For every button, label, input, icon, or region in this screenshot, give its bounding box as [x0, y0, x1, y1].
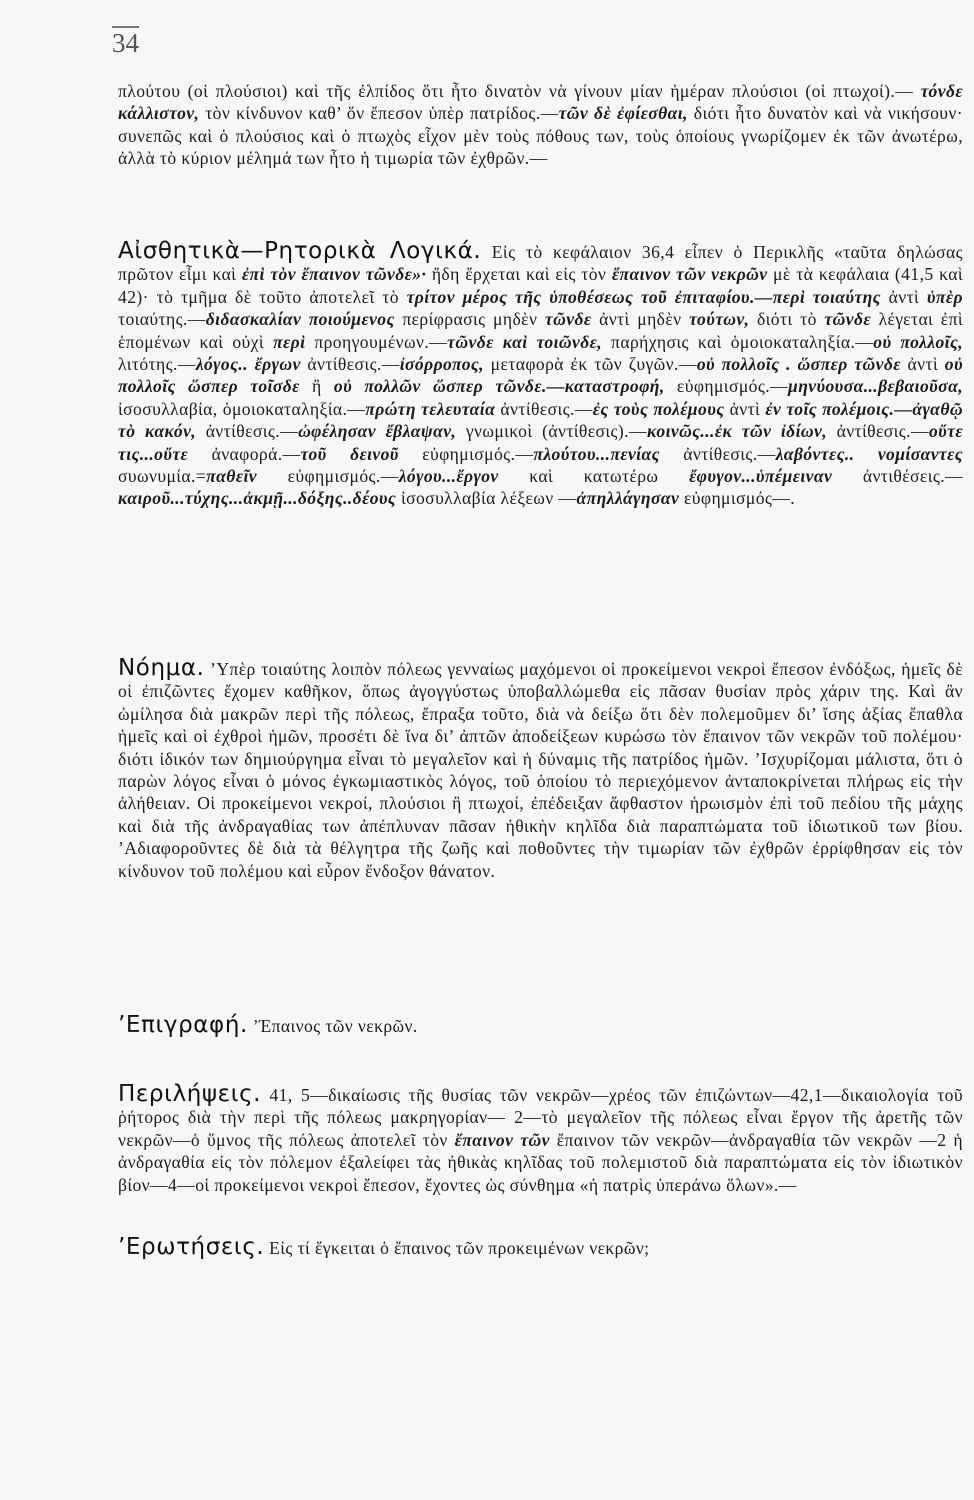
text-run: παρήχησις καὶ ὁμοιοκαταληξία.—: [602, 331, 874, 352]
page-number: 34: [112, 28, 139, 58]
emphasis-run: ἐς τοὺς πολέμους: [592, 398, 725, 419]
emphasis-run: ἰσόρροπος,: [399, 354, 484, 375]
emphasis-run: τῶν δὲ ἐφίεσθαι,: [558, 103, 688, 124]
epigraphe-section: [118, 1014, 963, 1037]
emphasis-run: τῶνδε: [544, 309, 592, 330]
noema-section: [118, 657, 963, 882]
text-run: εὐφημισμός.—: [664, 376, 789, 397]
emphasis-run: ἐπὶ τὸν ἔπαινον τῶνδε»·: [241, 264, 427, 285]
text-run: εὐφημισμός.—: [398, 443, 534, 464]
erotiseis-section: [118, 1236, 963, 1259]
emphasis-run: οὔτε τις...οὔτε: [118, 421, 963, 464]
text-run: καὶ κατωτέρω: [498, 466, 690, 487]
text-run: ἀντιθέσεις.—: [832, 466, 963, 487]
emphasis-run: λόγος.. ἔργων: [195, 354, 301, 375]
text-run: τὸν κίνδυνον καθ’ ὅν ἔπεσον ὑπὲρ πατρίδος.—: [199, 103, 559, 124]
emphasis-run: τῶνδε: [824, 309, 871, 330]
text-run: ἀντὶ μηδὲν: [591, 309, 690, 330]
emphasis-run: οὐ πολλοῖς . ὥσπερ τῶνδε: [696, 354, 901, 375]
emphasis-run: οὐ πολλῶν ὥσπερ τῶνδε.—καταστροφή,: [333, 376, 665, 397]
emphasis-run: ὑπὲρ: [926, 286, 963, 307]
section-heading: Περιλήψεις.: [118, 1081, 262, 1107]
text-run: τοιαύτης.—: [118, 309, 206, 330]
text-run: ἀντὶ: [900, 354, 945, 375]
emphasis-run: τῶνδε καὶ τοιῶνδε,: [447, 331, 603, 352]
text-run: λέγεται ἐπὶ ἑπομένων καὶ οὐχὶ: [118, 309, 963, 352]
text-run: περίφρασις μηδὲν: [394, 309, 545, 330]
text-run: ἰσοσυλλαβία λέξεων —: [396, 488, 577, 509]
emphasis-run: οὐ πολλοῖς,: [873, 331, 964, 352]
text-run: Εἰς τί ἔγκειται ὁ ἔπαινος τῶν προκειμένων νεκρῶν;: [264, 1238, 650, 1258]
section-heading: Νόημα.: [118, 655, 205, 681]
emphasis-run: ἐν τοῖς πολέμοις.—ἀγαθῷ τὸ κακόν,: [118, 398, 963, 442]
emphasis-run: διδασκαλίαν ποιούμενος: [205, 309, 395, 330]
text-run: ἀναφορά.—: [188, 443, 301, 464]
emphasis-run: ἔπαινον τῶν: [454, 1129, 550, 1150]
text-run: συωνυμία.=: [118, 466, 207, 487]
text-run: ἢ: [299, 376, 334, 397]
text-run: ἀντὶ: [724, 398, 766, 419]
text-run: γνωμικοὶ (ἀντίθεσις).—: [456, 421, 647, 442]
text-run: ἀντίθεσις.—: [827, 421, 929, 442]
perilipseis-section: [118, 1083, 963, 1196]
text-run: ἤδη ἔρχεται καὶ εἰς τὸν: [426, 264, 612, 285]
text-run: ἀντίθεσις.—: [300, 354, 400, 375]
emphasis-run: καιροῦ...τύχης...ἀκμῇ...δόξης..δέους: [118, 488, 397, 509]
emphasis-run: τόνδε κάλλιστον,: [118, 81, 963, 124]
text-run: ἀντίθεσις.—: [495, 398, 593, 419]
section-heading: Αἰσθητικὰ—Ρητορικὰ Λογικά.: [118, 238, 482, 264]
emphasis-run: λόγου...ἔργον: [398, 466, 499, 487]
emphasis-run: πρώτη τελευταία: [365, 398, 496, 419]
text-run: ἀντὶ: [880, 286, 927, 307]
text-run: ἰσοσυλλαβία, ὁμοιοκαταληξία.—: [118, 398, 366, 419]
emphasis-run: οὐ πολλοῖς ὥσπερ τοῖσδε: [118, 354, 963, 397]
text-run: μεταφορὰ ἐκ τῶν ζυγῶν.—: [483, 354, 697, 375]
emphasis-run: λαβόντες.. νομίσαντες: [775, 443, 963, 464]
emphasis-run: ὠφέλησαν ἔβλαψαν,: [298, 421, 457, 442]
section-heading: ’Επιγραφή.: [118, 1012, 248, 1038]
emphasis-run: παθεῖν: [206, 466, 257, 487]
text-run: διότι τὸ: [749, 309, 825, 330]
text-run: ’Υπὲρ τοιαύτης λοιπὸν πόλεως γενναίως μαχόμενοι οἱ προκείμενοι νεκροὶ ἔπεσον ἐνδόξως, ἡμεῖς δὲ οἱ ἐπιζῶντες ἔχομεν καθῆκον, ὅπως ἀγογγύστως ὑποβαλλώμεθα εἰς πᾶσαν θυσίαν πρὸς χάριν της. Καὶ ἂν ὡμίλησα διὰ μακρῶν περὶ τῆς πόλεως, ἔπραξα τοῦτο, διὰ νὰ δείξω ὅτι δὲν πολεμοῦμεν δι’ ἴσης ἀξίας ἔπαθλα ἡμεῖς καὶ οἱ ἐχθροὶ ἡμῶν, προσέτι δὲ ἵνα δι’ ἀπτῶν ἀποδείξεων κυρώσω τὸν ἔπαινον τῶν νεκρῶν τοῦ πολέμου· διότι ἰδικόν των δημιούργημα εἶναι τὸ μεγαλεῖον καὶ ἡ δύναμις τῆς πατρίδος ἡμῶν. ’Ισχυρίζομαι μάλιστα, ὅτι ὁ παρὼν λόγος εἶναι ὁ μόνος ἐγκωμιαστικὸς λόγος, τοῦ ὁποίου τὸ περιεχόμενον ἀνταποκρίνεται πλήρως εἰς τὴν ἀλήθειαν. Οἱ προκείμενοι νεκροί, πλούσιοι ἢ πτωχοί, ἐπέδειξαν ἄφθαστον ἡρωισμὸν ἐπὶ τοῦ πεδίου τῆς μάχης καὶ διὰ τῆς ἀνδραγαθίας των ἀπέπλυναν πᾶσαν ἠθικὴν κηλῖδα διὰ παραπτώματα τοῦ ἰδιωτικοῦ των βίου. ’Αδιαφοροῦντες δὲ διὰ τὰ θέλγητρα τῆς ζωῆς καὶ ποθοῦντες τὴν τιμωρίαν τῶν ἐχθρῶν ἐρρίφθησαν εἰς τὸν κίνδυνον τοῦ πολέμου καὶ εὗρον ἔνδοξον θάνατον.: [118, 659, 963, 881]
text-run: ἀντίθεσις.—: [196, 421, 299, 442]
emphasis-run: πλούτου...πενίας: [533, 443, 660, 464]
emphasis-run: ἀπηλλάγησαν: [576, 488, 680, 509]
aesthetics-section: [118, 240, 963, 510]
text-run: μὲ τὰ κεφάλαια (41,5 καὶ 42)· τὸ τμῆμα δὲ τοῦτο ἀποτελεῖ τὸ: [118, 264, 963, 307]
emphasis-run: ἔπαινον τῶν νεκρῶν: [611, 264, 768, 285]
text-run: εὐφημισμός—.: [679, 488, 796, 509]
section-heading: ’Ερωτήσεις.: [118, 1234, 265, 1260]
text-run: ἀντίθεσις.—: [659, 443, 776, 464]
text-run: ’Έπαινος τῶν νεκρῶν.: [247, 1016, 418, 1036]
text-run: εὐφημισμός.—: [256, 466, 399, 487]
text-run: προηγουμένων.—: [305, 331, 448, 352]
text-run: διότι ἦτο δυνατὸν καὶ νὰ νικήσουν· συνεπῶς καὶ ὁ πλούσιος καὶ ὁ πτωχὸς εἶχον μὲν τοὺς πόθους των, τοὺς ὁποίους γνωρίζομεν ἐκ τῶν ἀνωτέρω, ἀλλὰ τὸ κύριον μέλημά των ἦτο ἡ τιμωρία τῶν ἐχθρῶν.—: [118, 103, 963, 169]
emphasis-run: τρίτον μέρος τῆς ὑποθέσεως τοῦ ἐπιταφίου.—περὶ τοιαύτης: [406, 286, 881, 307]
text-run: λιτότης.—: [118, 354, 196, 375]
text-run: 41, 5—δικαίωσις τῆς θυσίας τῶν νεκρῶν—χρέος τῶν ἐπιζώντων—42,1—δικαιολογία τοῦ ῥήτορος διὰ τὴν περὶ τῆς πόλεως μακρηγορίαν— 2—τὸ μεγαλεῖον τῆς πόλεως εἶναι ἔργον τῆς ἀρετῆς τῶν νεκρῶν—ὁ ὕμνος τῆς πόλεως ἀποτελεῖ τὸν: [118, 1085, 963, 1150]
emphasis-run: τοῦ δεινοῦ: [300, 443, 399, 464]
text-run: ἔπαινον τῶν νεκρῶν—ἀνδραγαθία τῶν νεκρῶν —2 ἡ ἀνδραγαθία εἰς τὸν πόλεμον ἐξαλείφει τὰς ἠθικὰς κηλῖδας τοῦ πολεμιστοῦ διὰ παραπτώματα εἰς τὸν ἰδιωτικὸν βίον—4—οἱ προκείμενοι νεκροὶ ἔπεσον, ἔχοντες ὡς σύνθημα «ἡ πατρὶς ὑπεράνω ὅλων».—: [118, 1129, 963, 1195]
emphasis-run: κοινῶς...ἐκ τῶν ἰδίων,: [646, 421, 827, 442]
emphasis-run: ἔφυγον...ὑπέμειναν: [689, 466, 833, 487]
text-run: πλούτου (οἱ πλούσιοι) καὶ τῆς ἐλπίδος ὅτι ἦτο δινατὸν νὰ γίνουν μίαν ἡμέραν πλούσιοι (οἱ πτωχοί).—: [118, 81, 921, 101]
emphasis-run: τούτων,: [689, 309, 750, 330]
intro-paragraph: [118, 80, 963, 170]
emphasis-run: μηνύουσα...βεβαιοῦσα,: [788, 376, 963, 397]
text-run: Εἰς τὸ κεφάλαιον 36,4 εἶπεν ὁ Περικλῆς «ταῦτα δηλώσας πρῶτον εἶμι καὶ: [118, 242, 963, 285]
emphasis-run: περὶ: [272, 331, 306, 352]
